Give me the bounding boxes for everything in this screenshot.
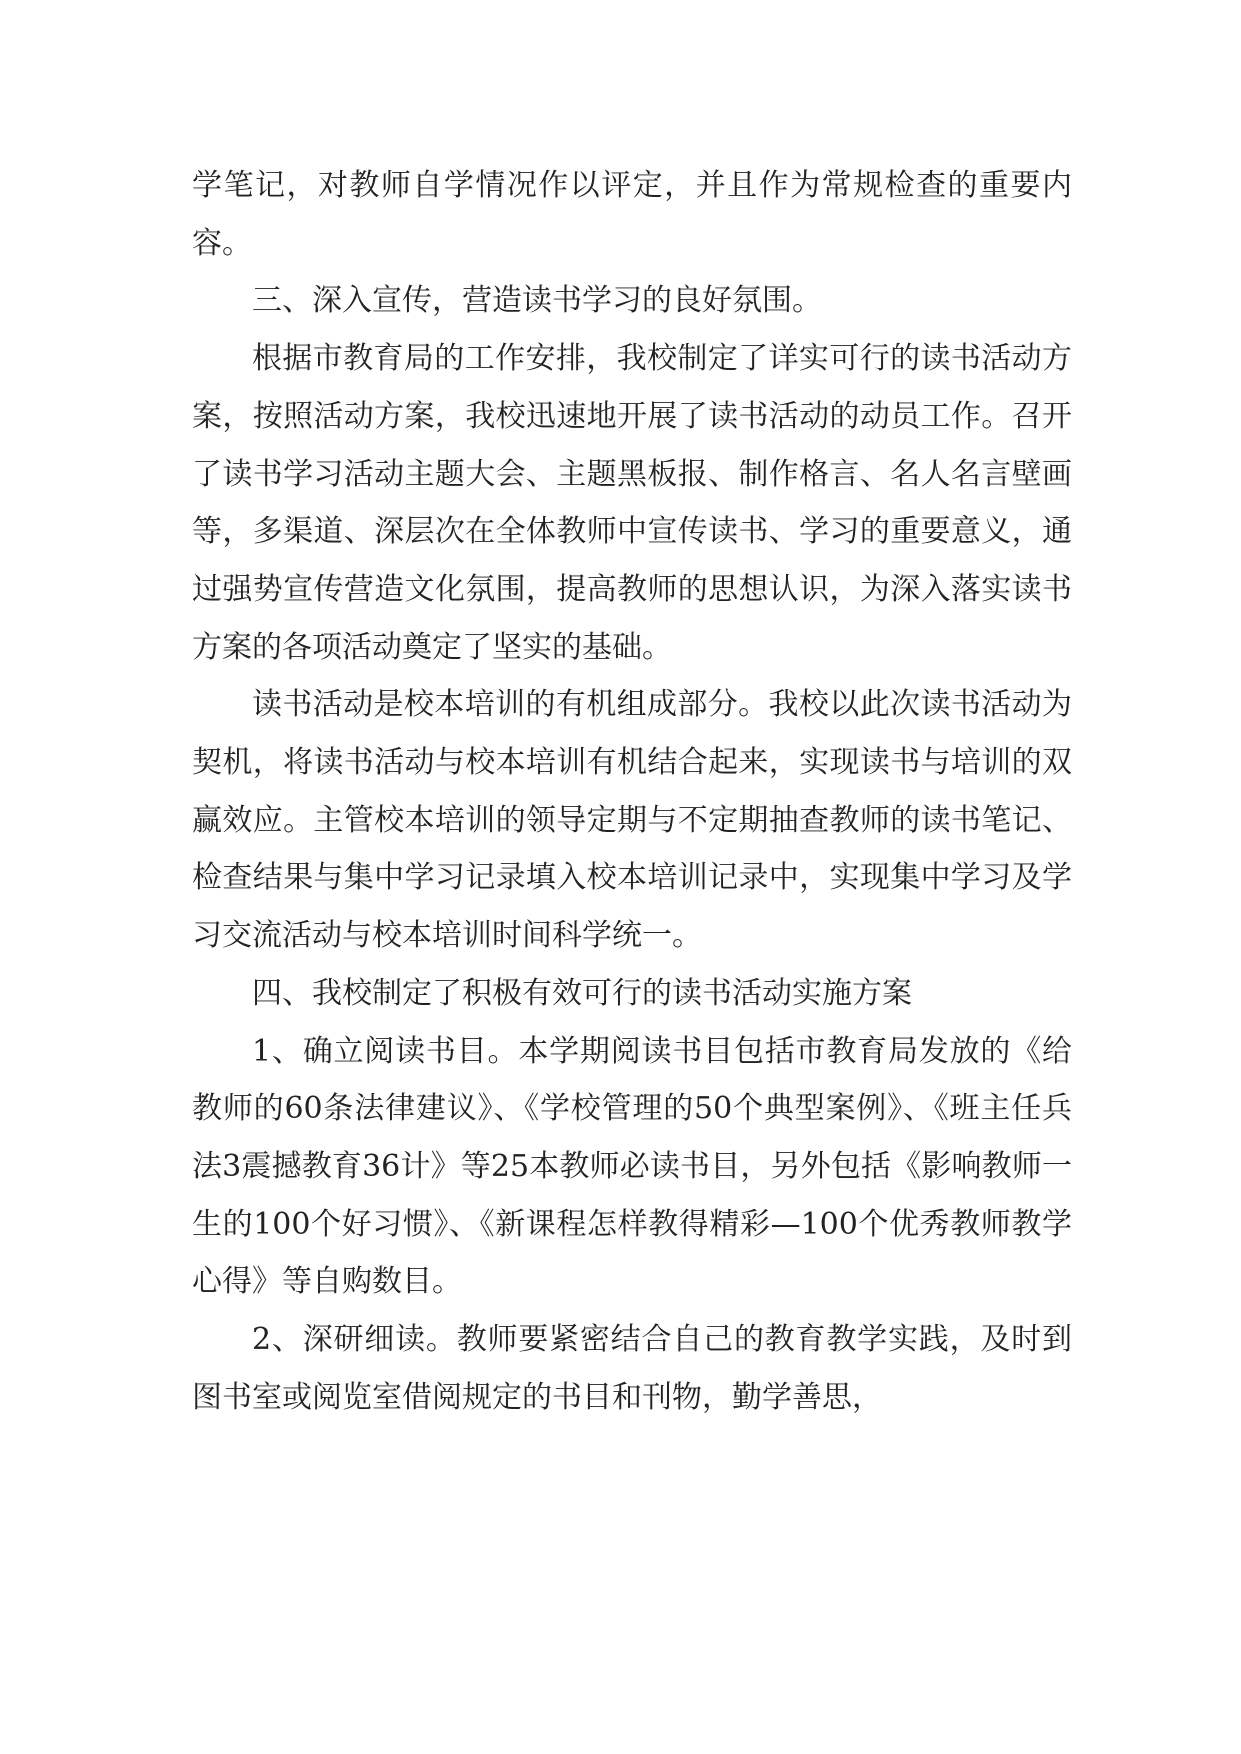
section-heading-three: 三、深入宣传，营造读书学习的良好氛围。 [252,283,822,319]
section-heading-four: 四、我校制定了积极有效可行的读书活动实施方案 [252,975,912,1011]
paragraph-activity-plan: 根据市教育局的工作安排，我校制定了详实可行的读书活动方案，按照活动方案，我校迅速地开展了读书活动的动员工作。召开了读书学习活动主题大会、主题黑板报、制作格言、名人名言壁画等，多渠道、深层次在全体教师中宣传读书、学习的重要意义，通过强势宣传营造文化氛围，提高教师的思想认识，为深入落实读书方案的各项活动奠定了坚实的基础。 [192,341,1072,665]
paragraph-deep-reading: 2、深研细读。教师要紧密结合自己的教育教学实践，及时到图书室或阅览室借阅规定的书目和刊物，勤学善思， [192,1322,1072,1415]
paragraph-reading-list: 1、确立阅读书目。本学期阅读书目包括市教育局发放的《给教师的60条法律建议》、《学校管理的50个典型案例》、《班主任兵法3震撼教育36计》等25本教师必读书目，另外包括《影响教师一生的100个好习惯》、《新课程怎样教得精彩—100个优秀教师教学心得》等自购数目。 [192,1033,1072,1300]
document-body [192,157,1072,1426]
paragraph-continuation: 学笔记，对教师自学情况作以评定，并且作为常规检查的重要内容。 [192,168,1072,261]
paragraph-school-training: 读书活动是校本培训的有机组成部分。我校以此次读书活动为契机，将读书活动与校本培训有机结合起来，实现读书与培训的双赢效应。主管校本培训的领导定期与不定期抽查教师的读书笔记、检查结果与集中学习记录填入校本培训记录中，实现集中学习及学习交流活动与校本培训时间科学统一。 [192,687,1072,954]
